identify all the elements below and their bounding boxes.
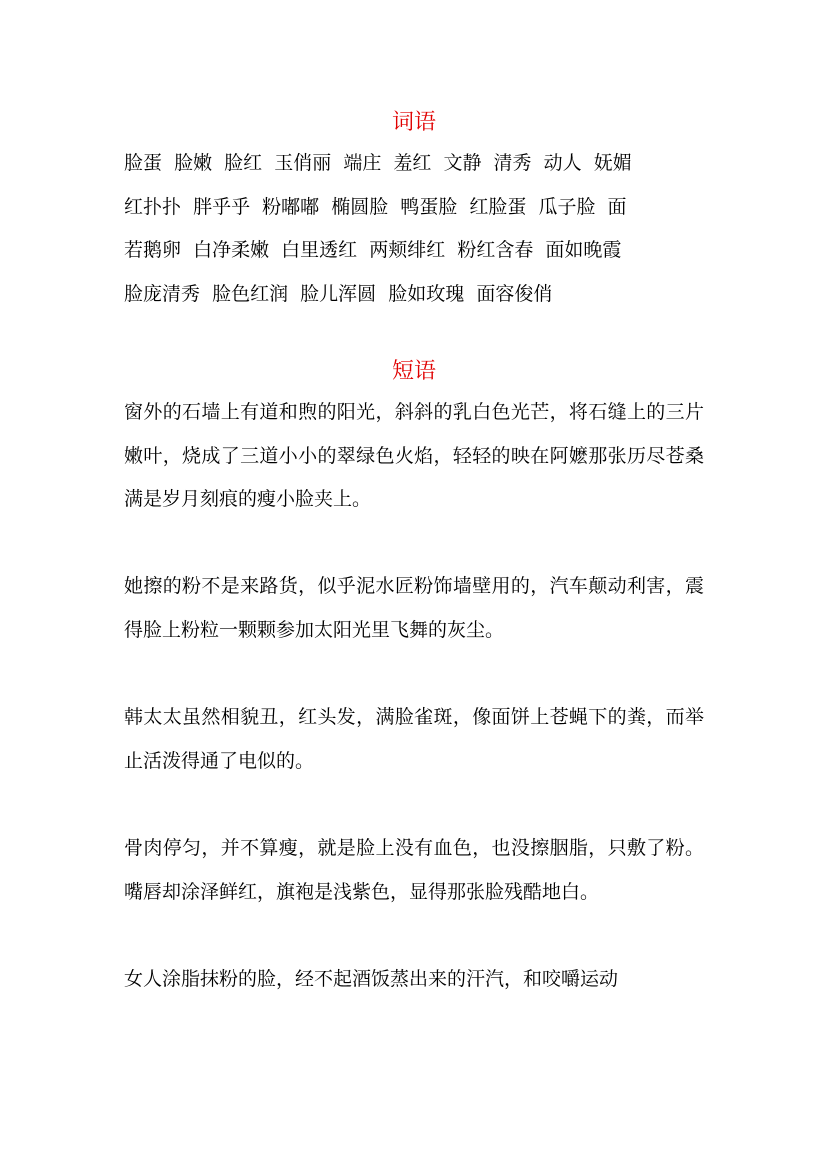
phrase-paragraph: 窗外的石墙上有道和煦的阳光，斜斜的乳白色光芒，将石缝上的三片嫩叶，烧成了三道小小的翠绿色火焰，轻轻的映在阿嬷那张历尽苍桑满是岁月刻痕的瘦小脸夹上。 bbox=[124, 401, 704, 511]
vocabulary-line: 脸庞清秀 脸色红润 脸儿浑圆 脸如玫瑰 面容俊俏 bbox=[124, 282, 553, 305]
vocabulary-list bbox=[124, 142, 704, 316]
document-page bbox=[124, 0, 704, 1001]
phrases-list bbox=[124, 391, 704, 1001]
phrase-paragraph: 韩太太虽然相貌丑，红头发，满脸雀斑，像面饼上苍蝇下的粪，而举止活泼得通了电似的。 bbox=[124, 706, 704, 772]
vocabulary-line: 脸蛋 脸嫩 脸红 玉俏丽 端庄 羞红 文静 清秀 动人 妩媚 bbox=[124, 152, 632, 174]
phrase-paragraph: 她擦的粉不是来路货，似乎泥水匠粉饰墙壁用的，汽车颠动利害，震得脸上粉粒一颗颗参加太阳光里飞舞的灰尘。 bbox=[124, 575, 704, 641]
phrases-heading: 短语 bbox=[391, 359, 436, 384]
phrase-paragraph: 骨肉停匀，并不算瘦，就是脸上没有血色，也没擦胭脂，只敷了粉。嘴唇却涂泽鲜红，旗袍是浅紫色，显得那张脸残酷地白。 bbox=[124, 836, 704, 903]
vocabulary-line: 红扑扑 胖乎乎 粉嘟嘟 椭圆脸 鸭蛋脸 红脸蛋 瓜子脸 面 bbox=[124, 195, 627, 218]
vocabulary-heading: 词语 bbox=[391, 110, 436, 135]
vocabulary-line: 若鹅卵 白净柔嫩 白里透红 两颊绯红 粉红含春 面如晚霞 bbox=[124, 239, 622, 261]
phrase-paragraph: 女人涂脂抹粉的脸，经不起酒饭蒸出来的汗汽，和咬嚼运动 bbox=[124, 967, 619, 990]
